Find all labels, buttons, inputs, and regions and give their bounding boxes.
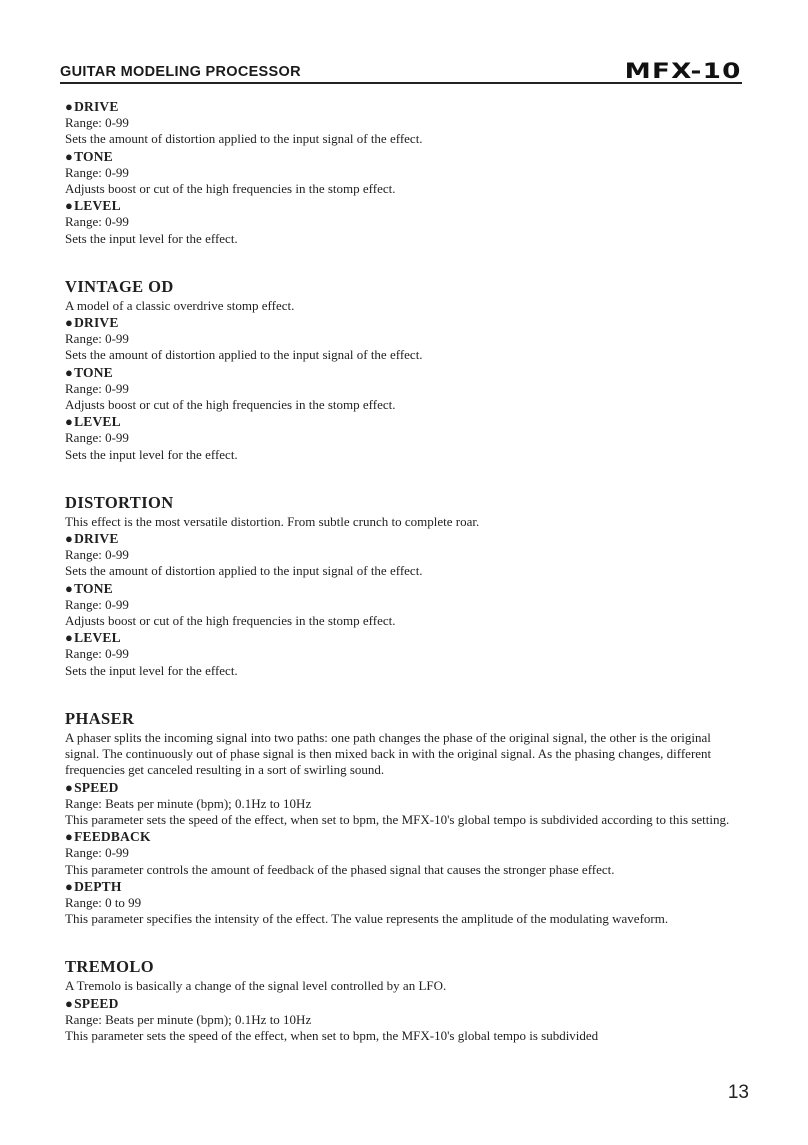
header-model-name: MFX-10	[624, 59, 742, 83]
bullet-icon: ●	[65, 580, 74, 596]
param-name: ●DRIVE	[65, 99, 119, 114]
section-vintage-od	[65, 277, 735, 463]
param-range: Range: 0-99	[65, 845, 129, 861]
section-description: A phaser splits the incoming signal into two paths: one path changes the phase of the original signal, the other is the original signal. The continuously out of phase signal is then mixed back in with the original signal. As the phasing changes, different frequencies get canceled resulting in a sort of swirling sound.	[65, 729, 712, 778]
section-description: A model of a classic overdrive stomp effect.	[65, 297, 295, 313]
bullet-icon: ●	[65, 364, 74, 380]
param-block	[65, 780, 735, 829]
param-description: Sets the amount of distortion applied to the input signal of the effect.	[65, 131, 423, 147]
param-name: ●TONE	[65, 580, 113, 596]
param-name: ●SPEED	[65, 995, 119, 1011]
param-name: ●TONE	[65, 364, 113, 380]
param-name: ●DRIVE	[65, 531, 119, 547]
page-number: 13	[727, 1082, 749, 1103]
param-range: Range: Beats per minute (bpm); 0.1Hz to 10Hz	[65, 795, 312, 811]
param-range: Range: 0-99	[65, 596, 129, 612]
param-block	[65, 879, 735, 928]
param-range: Range: 0-99	[65, 115, 129, 131]
section-phaser	[65, 709, 735, 927]
param-description: Sets the amount of distortion applied to the input signal of the effect.	[65, 347, 423, 363]
param-description: This parameter sets the speed of the effect, when set to bpm, the MFX-10's global tempo is subdivided according to this setting.	[65, 811, 730, 827]
param-block	[65, 630, 735, 679]
bullet-icon: ●	[65, 995, 74, 1011]
bullet-icon: ●	[65, 630, 74, 646]
param-name: ●TONE	[65, 148, 113, 164]
section-title: DISTORTION	[65, 492, 174, 512]
page-header	[60, 59, 742, 84]
param-description: This parameter sets the speed of the effect, when set to bpm, the MFX-10's global tempo is subdivided	[65, 1027, 599, 1043]
bullet-icon: ●	[65, 829, 74, 845]
param-range: Range: 0-99	[65, 380, 129, 396]
param-range: Range: Beats per minute (bpm); 0.1Hz to 10Hz	[65, 1011, 312, 1027]
param-description: Adjusts boost or cut of the high frequencies in the stomp effect.	[65, 397, 396, 413]
header-title: GUITAR MODELING PROCESSOR	[60, 64, 301, 80]
param-description: Sets the input level for the effect.	[65, 446, 238, 462]
param-description: Adjusts boost or cut of the high frequencies in the stomp effect.	[65, 181, 396, 197]
param-description: This parameter specifies the intensity of the effect. The value represents the amplitude of the modulating waveform.	[65, 911, 669, 927]
header-rule	[60, 82, 742, 84]
param-name: ●LEVEL	[65, 630, 121, 646]
param-range: Range: 0-99	[65, 646, 129, 662]
param-range: Range: 0-99	[65, 214, 129, 230]
bullet-icon: ●	[65, 779, 74, 795]
section-title: VINTAGE OD	[65, 276, 174, 296]
param-range: Range: 0 to 99	[65, 894, 142, 910]
section-tremolo	[65, 957, 735, 1044]
param-block	[65, 829, 735, 878]
section-description: This effect is the most versatile distortion. From subtle crunch to complete roar.	[65, 513, 480, 529]
section-distortion	[65, 493, 735, 679]
param-block	[65, 531, 735, 580]
param-description: Adjusts boost or cut of the high frequencies in the stomp effect.	[65, 613, 396, 629]
param-name: ●LEVEL	[65, 414, 121, 430]
manual-content	[65, 98, 735, 1044]
param-block	[65, 996, 735, 1045]
param-block	[65, 365, 735, 414]
param-block	[65, 414, 735, 463]
param-name: ●FEEDBACK	[65, 829, 151, 845]
param-block	[65, 198, 735, 247]
param-range: Range: 0-99	[65, 331, 129, 347]
param-range: Range: 0-99	[65, 547, 129, 563]
param-name: ●DRIVE	[65, 315, 119, 331]
param-range: Range: 0-99	[65, 164, 129, 180]
param-description: Sets the amount of distortion applied to the input signal of the effect.	[65, 563, 423, 579]
param-description: Sets the input level for the effect.	[65, 230, 238, 246]
param-name: ●LEVEL	[65, 198, 121, 214]
bullet-icon: ●	[65, 99, 74, 114]
bullet-icon: ●	[65, 531, 74, 547]
intro-params	[65, 99, 735, 247]
bullet-icon: ●	[65, 148, 74, 164]
param-block	[65, 149, 735, 198]
param-description: Sets the input level for the effect.	[65, 662, 238, 678]
bullet-icon: ●	[65, 414, 74, 430]
section-description: A Tremolo is basically a change of the signal level controlled by an LFO.	[65, 978, 447, 994]
param-block	[65, 99, 735, 148]
param-block	[65, 315, 735, 364]
param-description: This parameter controls the amount of feedback of the phased signal that causes the stronger phase effect.	[65, 861, 615, 877]
bullet-icon: ●	[65, 878, 74, 894]
param-name: ●DEPTH	[65, 878, 122, 894]
param-name: ●SPEED	[65, 779, 119, 795]
bullet-icon: ●	[65, 315, 74, 331]
section-title: TREMOLO	[65, 957, 154, 977]
section-title: PHASER	[65, 708, 135, 728]
bullet-icon: ●	[65, 198, 74, 214]
param-range: Range: 0-99	[65, 430, 129, 446]
param-block	[65, 581, 735, 630]
